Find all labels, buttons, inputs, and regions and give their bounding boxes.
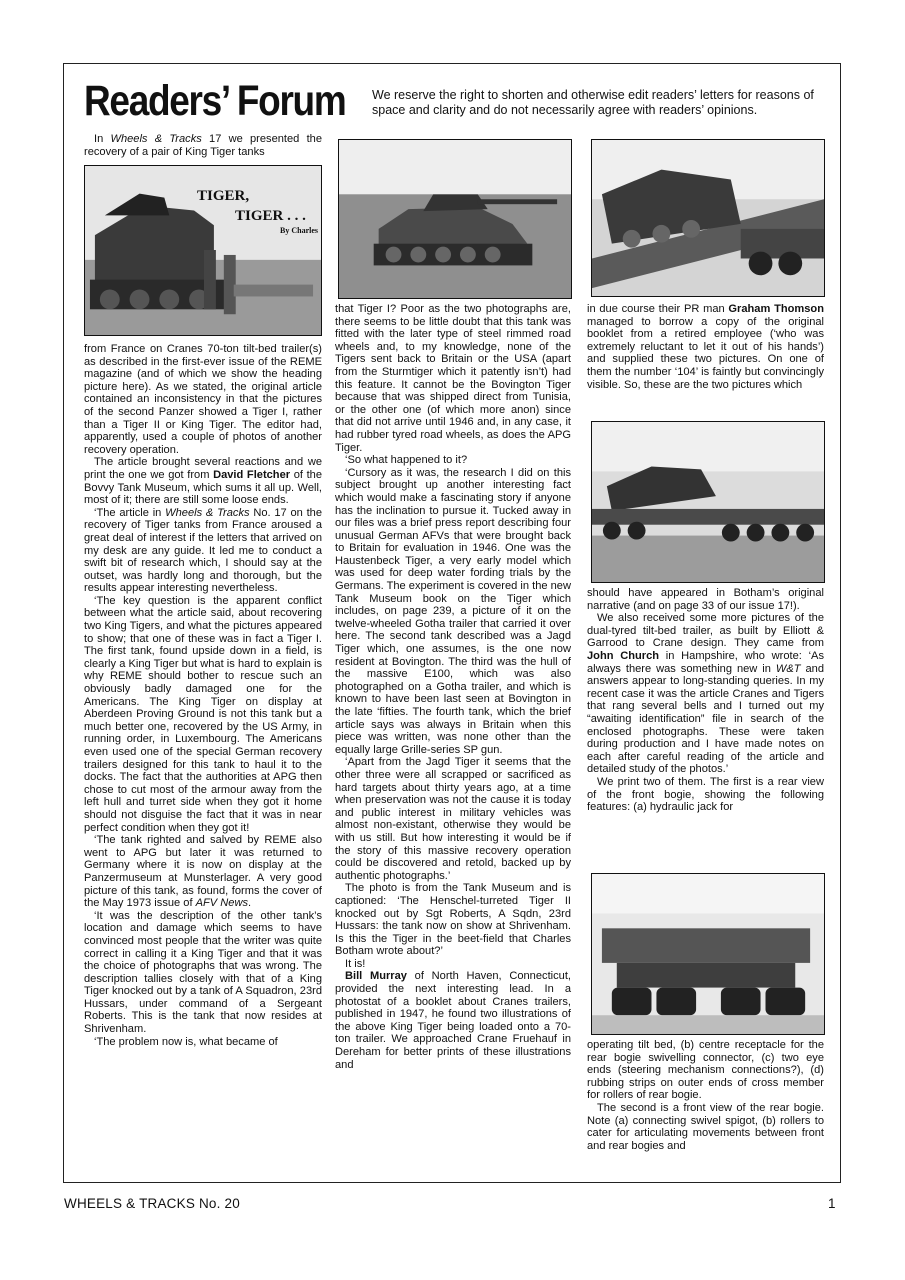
column-1-intro [84,133,322,158]
bold-name: Bill Murray [345,970,407,983]
paragraph [84,507,322,595]
paragraph [84,595,322,834]
text-run: The article brought several reactions and we print the one we got from [84,456,322,481]
paragraph [84,456,322,506]
text-run: . [248,897,252,910]
text-run: operating tilt bed, (b) centre receptacle for the rear bogie swivelling connector, (c) two eye ends (steering mechanism connections?), (d) rubbing strips on outer ends of cross member for rollers of rear bogie. [587,1039,824,1102]
paragraph [587,612,824,776]
text-run: The second is a front view of the rear bogie. Note (a) connecting swivel spigot, (b) rollers to cater for articulating movements between front and rear bogies and [587,1101,824,1152]
paragraph [335,756,571,882]
photo-tank-loading-trailer [591,139,825,297]
text-run: in due course their PR man [587,303,729,315]
paragraph [587,1102,824,1152]
paragraph [335,454,571,467]
paragraph [335,467,571,757]
text-run: of North Haven, Connecticut, provided the next interesting lead. In a photostat of a booklet about Cranes trailers, published in 1947, he found two illustrations of the above King Tiger being loaded onto a 70-ton trailer. We approached Crane Fruehauf in Dereham for better prints of these illustrations and [335,970,571,1071]
column-3-block-2 [587,587,824,814]
section-title: Readers’ Forum [84,77,346,125]
text-run: should have appeared in Botham’s original narrative (and on page 33 of our issue 17!). [587,587,824,612]
text-run: managed to borrow a copy of the original booklet from a retired employee (‘who was extremely reluctant to let it out of his hands’) and supplied these two pictures. On one of them the number ‘104’ is faintly but convincingly visible. So, these are the two pictures which [587,315,824,391]
paragraph [84,834,322,910]
column-3-block-1 [587,303,824,391]
italic-title: Wheels & Tracks [165,506,250,519]
text-run: In [94,133,111,145]
paragraph [587,587,824,612]
photo-front-bogie [591,873,825,1035]
text-run: ‘Apart from the Jagd Tiger it seems that the other three were all scrapped or sacrificed as hard targets about thirty years ago, at a time when preservation was not the cause it is today and public interest in military vehicles was almost non-existant, otherwise they would be with us still. But how interesting it would be if the story of this massive recovery operation could be discovered and retold, backed up by authentic photographs.’ [335,756,571,882]
paragraph [587,776,824,814]
paragraph [84,133,322,158]
photo-king-tiger-field [338,139,572,299]
text-run: The photo is from the Tank Museum and is captioned: ‘The Henschel-turreted Tiger II knocked out by Sgt Roberts, A Sqdn, 23rd Hussars: the tank now on show at Shrivenham. Is this the Tiger in the beet-field that Charles Botham wrote about?’ [335,882,571,958]
bold-name: David Fletcher [213,468,291,481]
text-run: in Hampshire, who wrote: ‘As always there was something new in [587,649,824,675]
text-run: from France on Cranes 70-ton tilt-bed trailer(s) as described in the first-ever issue of the REME magazine (and of which we show the heading picture here). As we stated, the original article contained an inconsistency in that the pictures of the second Panzer showed a Tiger I, rather than a Tiger II or King Tiger. The editor had, apparently, used a couple of photos of another recovery operation. [84,343,322,456]
text-run: ‘Cursory as it was, the research I did on this subject brought up another interesting fact which would make a fascinating story if anyone has the inclination to pursue it. Tucked away in our files was a brief press report describing four unusual German AFVs that were brought back to Britain for evaluation in 1946. One was the Haustenbeck Tiger, a very early model which was used for deep water fording trials by the Germans. The experiment is covered in the new Tank Museum book on the Tiger which includes, on page 239, a picture of it on the twelve-wheeled Gotha trailer that carried it over here. The second tank described was a Jagd Tiger which, one assumes, is the one now resident at Bovington. The third was the hull of the massive E100, which was also photographed on a Gotha trailer, and which is known to have been last seen at Bovington in the late ‘fifties. The fourth tank, which the brief article says was always in Britain when this piece was written, was none other than the equally large Grille-series SP gun. [335,466,571,756]
column-2-body [335,303,571,1071]
text-run: No. 17 on the recovery of Tiger tanks from France aroused a great deal of interest if the letters that arrived on my desk are any guide. It led me to conduct a swift bit of research which, I should say at the outset, was hardly long and thorough, but the results appear interesting nevertheless. [84,506,323,595]
paragraph [84,343,322,456]
column-1-body [84,343,322,1048]
text-run: We also received some more pictures of the dual-tyred tilt-bed trailer, as built by Elliott & Garrood to Crane design. They came from [587,612,824,650]
paragraph [84,1036,322,1049]
column-3-block-3 [587,1039,824,1152]
footer-publication: WHEELS & TRACKS No. 20 [64,1196,240,1211]
photo-heading-line3: By Charles [280,226,318,235]
paragraph [587,303,824,391]
text-run: ‘The problem now is, what became of [94,1035,278,1048]
photo-heading-line1: TIGER, [197,188,250,204]
text-run: ‘The article in [94,506,166,519]
editorial-note: We reserve the right to shorten and otherwise edit readers’ letters for reasons of space and clarity and do not necessarily agree with readers’ opinions. [372,88,814,117]
photo-tank-on-trailer-104 [591,421,825,583]
bold-name: John Church [587,649,660,662]
text-run: and answers appear to long-standing queries. In my recent case it was the article Cranes and Tigers that rang several bells and I turned out my “awaiting identification” file in search of the enclosed photographs. These were taken during production and I have made notes on each after careful reading of the article and detailed study of the photos.’ [587,662,825,776]
photo-heading-line2: TIGER . . . [235,208,306,224]
paragraph [335,303,571,454]
text-run: ‘The tank righted and salved by REME also went to APG but later it was returned to Germany where it is now on display at the Panzermuseum at Munsterlager. A very good picture of this tank, as found, forms the cover of the May 1973 issue of [84,834,322,910]
footer-page-number: 1 [828,1196,836,1211]
text-run: that Tiger I? Poor as the two photographs are, there seems to be little doubt that this tank was fitted with the later type of steel rimmed road wheels and, to my knowledge, none of the Tigers sent back to Britain or the USA (apart from the Sturmtiger which it patently isn’t) had this feature. It cannot be the Bovington Tiger because that was shipped direct from Tunisia, or the other one (of which more anon) since that did not arrive until 1946 and, in any case, it had rubber tyred road wheels, as does the APG Tiger. [335,303,571,454]
text-run: ‘It was the description of the other tank’s location and damage which seems to have convinced most people that the writer was quite correct in calling it a King Tiger and that it was the choice of photographs that was wrong. The description tallies closely with that of a King Tiger knocked out by a tank of A Squadron, 23rd Hussars, under command of a Sergeant Roberts. This is the tank that now resides at Shrivenham. [84,909,322,1036]
text-run: of the Bovvy Tank Museum, which sums it all up. Well, most of it; there are still some loose ends. [84,468,323,507]
paragraph [335,958,571,971]
paragraph [335,882,571,958]
heading-photo-tiger [84,165,322,336]
text-run: ‘The key question is the apparent conflict between what the article said, about recovering two King Tigers, and what the pictures appeared to show; that one of these was in fact a Tiger I. The first tank, found upside down in a field, is clearly a King Tiger but what is hard to explain is why REME should bother to rescue such an obviously badly damaged one for the Americans. The King Tiger on display at Aberdeen Proving Ground is not this tank but a much better one, recovered by the US Army, in running order, in Luxembourg. The Americans even used one of the special German recovery trailers designed for this tank to haul it to the docks. The fact that the authorities at APG then chose to cut most of the armour away from the left hull and turret side when they got it home should not disguise the fact that it was in near perfect condition when they got it! [84,594,322,834]
paragraph [84,910,322,1036]
text-run: We print two of them. The first is a rear view of the front bogie, showing the following features: (a) hydraulic jack for [587,775,824,814]
italic-title: AFV News [195,897,249,910]
bold-name: Graham Thomson [728,303,824,315]
italic-title: W&T [775,662,801,675]
paragraph [587,1039,824,1102]
paragraph [335,970,571,1071]
text-run: It is! [345,957,366,970]
text-run: ‘So what happened to it? [345,454,468,467]
text-run: 17 we presented the recovery of a pair of King Tiger tanks [84,133,322,158]
italic-title: Wheels & Tracks [110,133,202,145]
